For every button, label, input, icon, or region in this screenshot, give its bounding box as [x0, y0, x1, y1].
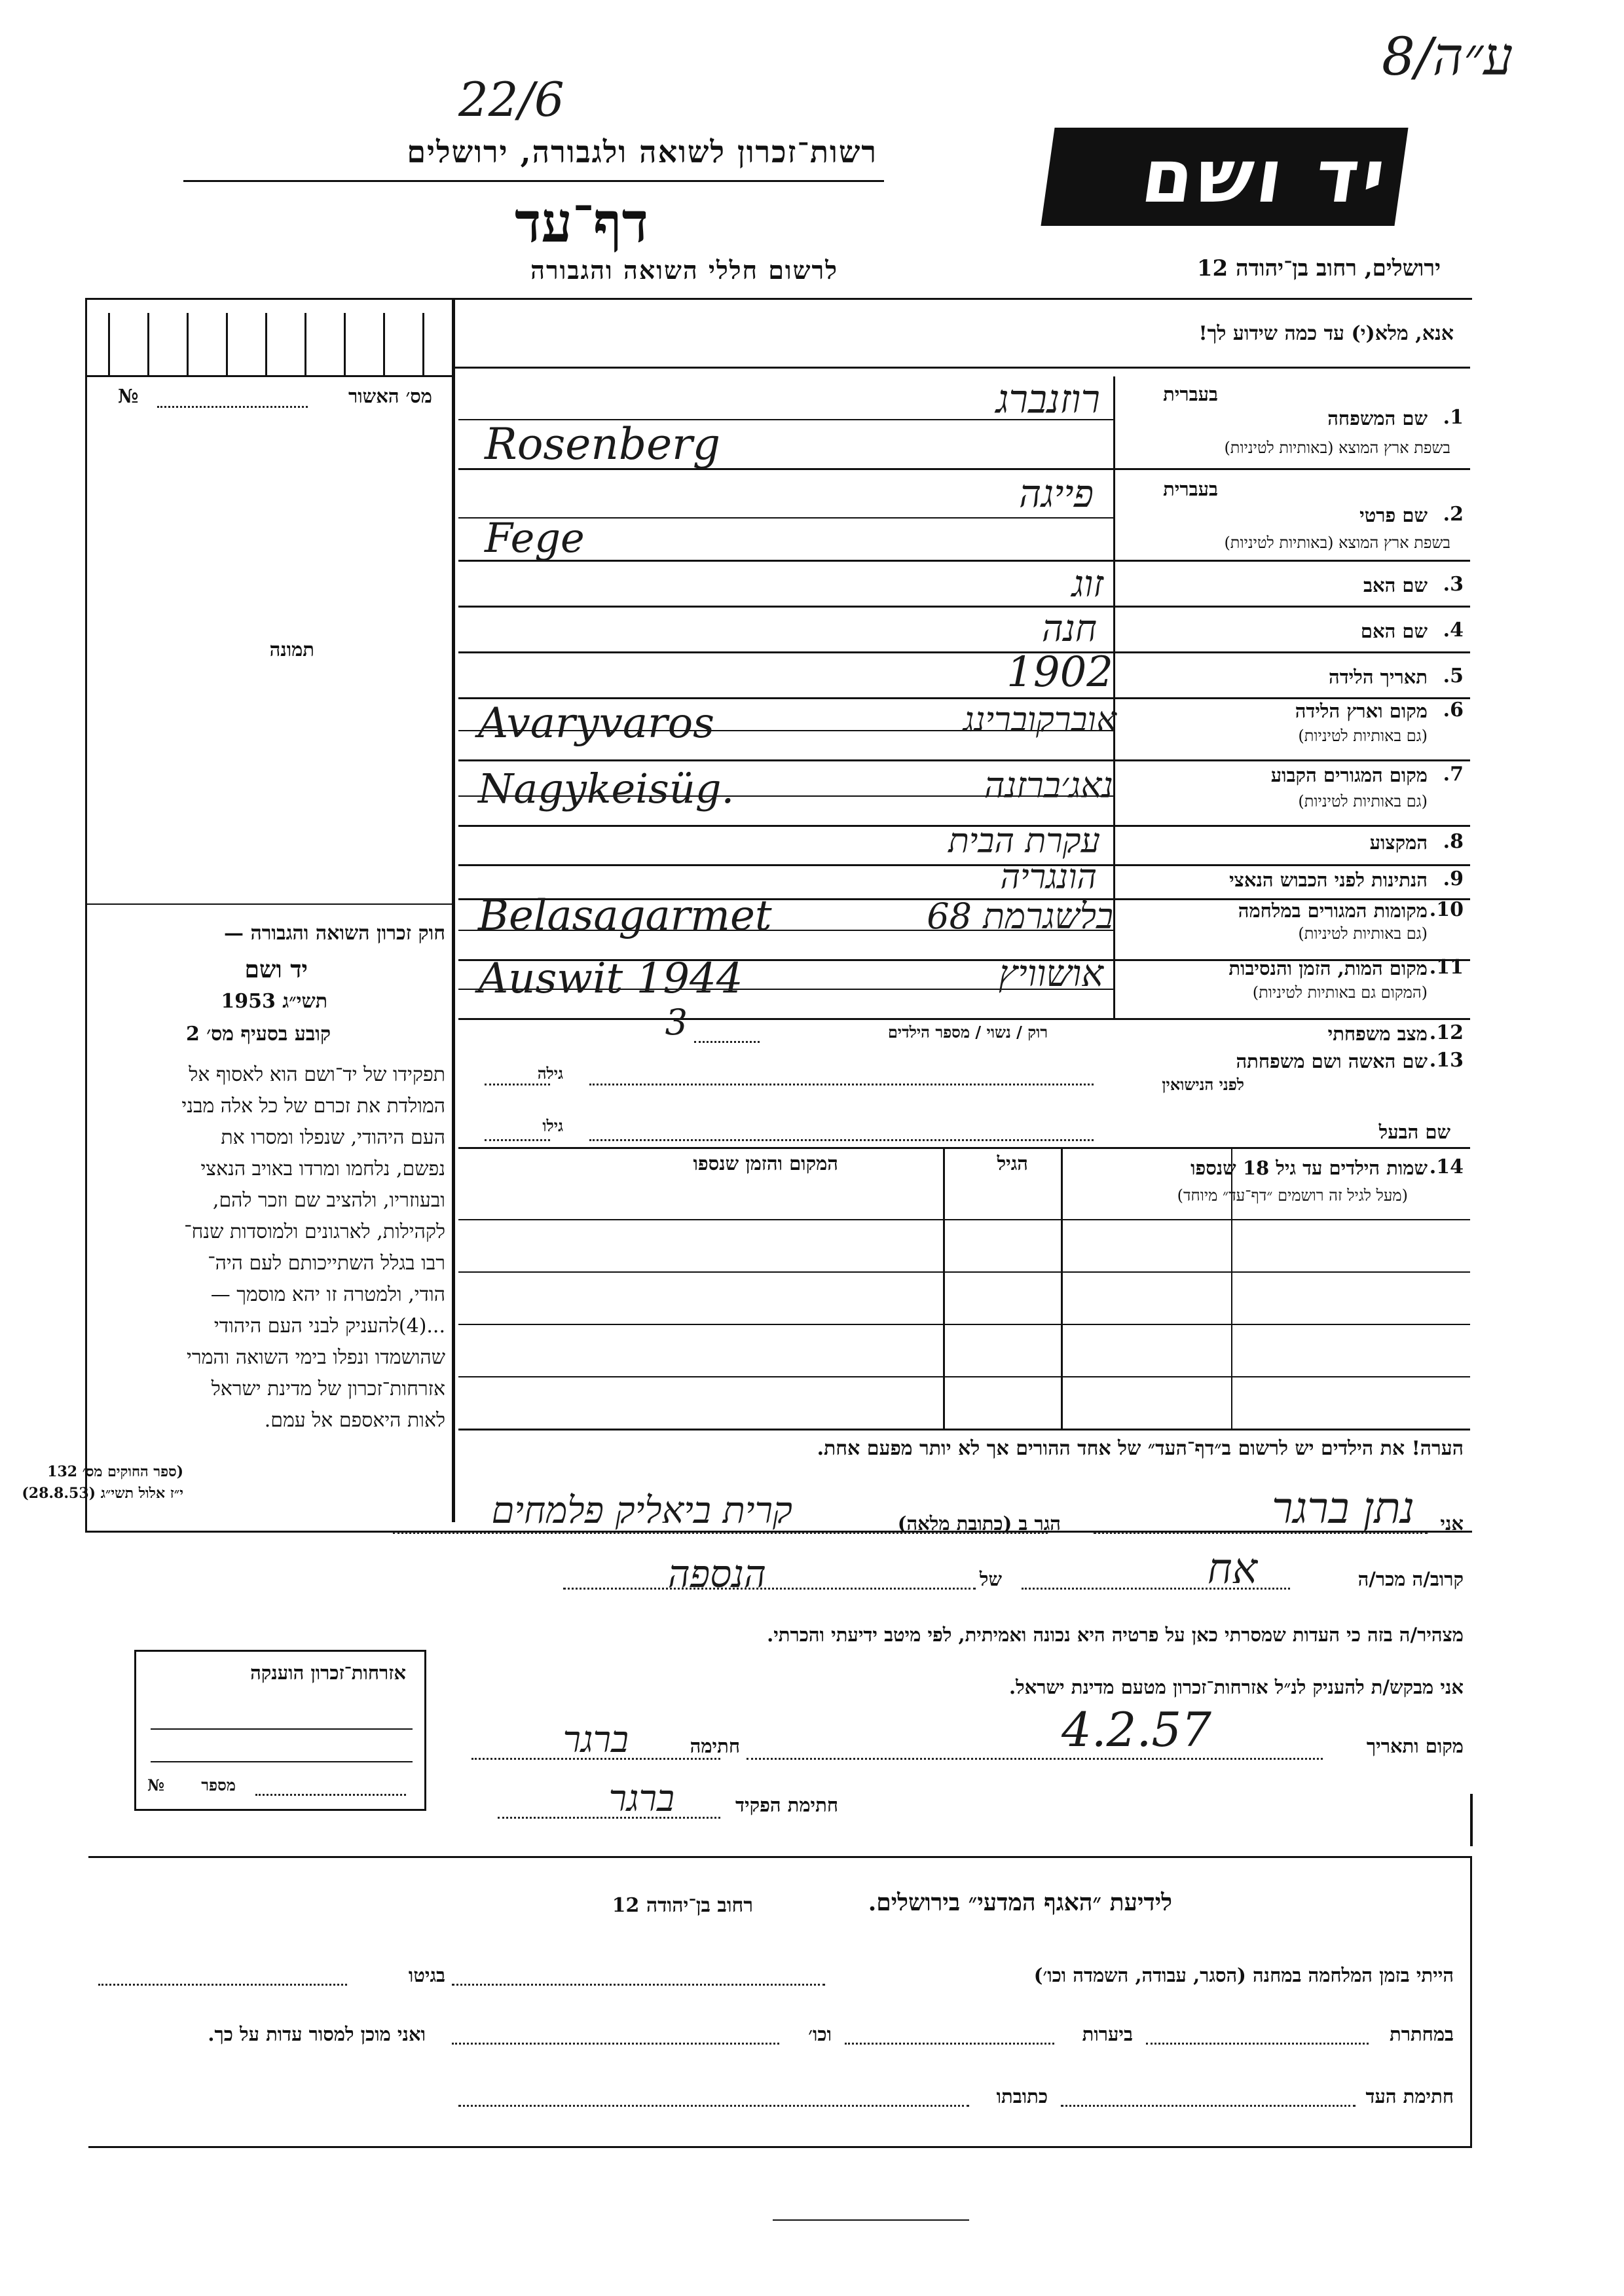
witness-address[interactable]: קרית ביאליק פלמחים [491, 1489, 792, 1532]
field-10-sub: (גם באותיות לטיניות) [1298, 924, 1428, 943]
address: ירושלים, רחוב בן־יהודה 12 [1196, 255, 1441, 282]
field-6-sub: (גם באותיות לטיניות) [1298, 727, 1428, 745]
footer-line2-a: במחתרת [1390, 2023, 1454, 2045]
logo-text: יד ושם [1136, 134, 1395, 219]
footer-underground-input[interactable] [1146, 2043, 1369, 2045]
relation-value[interactable]: אח [1207, 1545, 1257, 1594]
field-11-value-hebrew[interactable]: אושוויץ [998, 953, 1103, 995]
footer-etc-input[interactable] [452, 2043, 779, 2045]
header-underline [183, 180, 884, 182]
date-value[interactable]: 4.2.57 [1061, 1702, 1211, 1757]
field-13-age-label: גילה [537, 1064, 563, 1083]
yad-vashem-logo [1041, 128, 1408, 226]
note: הערה! את הילדים יש לרשום ב״דף־העד״ של אחד ההורים אך לא יותר מפעם אחת. [817, 1437, 1464, 1460]
husband-name-input[interactable] [589, 1139, 1094, 1141]
cert-label: מס׳ האשור [348, 385, 432, 407]
memorial-box-no-sign: № [147, 1776, 165, 1795]
field-9-num: 9. [1443, 867, 1464, 890]
footer-witness-signature-input[interactable] [1061, 2105, 1356, 2107]
law-name: יד ושם [244, 956, 308, 983]
footer-address: רחוב בן־יהודה 12 [612, 1894, 753, 1917]
footer-ghetto-input[interactable] [98, 1984, 347, 1986]
field-5-label: תאריך הלידה [1329, 666, 1428, 688]
field-3-value[interactable]: זוג [1071, 563, 1103, 606]
field-10-num: 10. [1429, 898, 1464, 921]
footer-line3-a: חתימת העד [1365, 2085, 1454, 2107]
field-7-num: 7. [1443, 763, 1464, 786]
field-13-sub: לפני הנישואין [1162, 1075, 1244, 1094]
field-5-value[interactable]: 1902 [1006, 648, 1113, 697]
field-2-label: שם פרטי [1359, 504, 1428, 526]
field-4-label: שם האם [1360, 620, 1428, 642]
field-1-num: 1. [1443, 406, 1464, 429]
field-4-value[interactable]: חנה [1041, 608, 1097, 650]
law-title: חוק זכרון השואה והגבורה — [224, 922, 445, 945]
field-13-num: 13. [1429, 1049, 1464, 1072]
children-col-place: המקום והזמן שנספו [693, 1152, 838, 1175]
field-6-value-latin[interactable]: Avaryvaros [478, 699, 714, 748]
signature-label: חתימה [690, 1735, 740, 1757]
intro-text: אנא, מלא(י) עד כמה שידוע לך! [1198, 322, 1454, 345]
children-sub: (מעל לגיל זה רושמים ״דף־עד״ מיוחד) [1177, 1186, 1408, 1205]
footer-address-input[interactable] [458, 2105, 969, 2107]
husband-label: שם הבעל [1378, 1121, 1450, 1143]
cert-number-field[interactable] [157, 406, 308, 408]
field-8-label: המקצוע [1369, 831, 1428, 854]
law-section: קובע בסעיף מס׳ 2 [185, 1023, 331, 1046]
field-1-value-latin[interactable]: Rosenberg [485, 419, 720, 469]
footer-line1-b: בגיטו [408, 1964, 445, 1986]
field-7-value-latin[interactable]: Nagykeisüg. [478, 765, 735, 812]
of-label: של [979, 1568, 1002, 1590]
memorial-box-title: אזרחות־זכרון הוענקה [250, 1662, 406, 1684]
law-text: תפקידו של יד־ושם הוא לאסוף אל המולדת את זכרם של כל אלה מבני העם היהודי, שנפלו ומסרו את נפשם, נלחמו ומרדו באויב הנאצי ובעוזריו, ולהציב שם וזכר להם, לקהילות, לארגונים ולמוסדות שנח־ רבו בגלל השתייכותם לעם היה־ הודי, ולמטרה זו יהא מוסמך — ...(4)להעניק לבני העם היהודי שהושמדו ונפלו בימי השואה והמרי אזרחות־זכרון של מדינת ישראל לאות היאספם אל עמם. [181, 1063, 445, 1432]
field-4-num: 4. [1443, 619, 1464, 642]
of-value[interactable]: הנספה [667, 1552, 766, 1596]
left-column-border [452, 298, 455, 1522]
footer-title: לידיעת ״האגף המדעי״ בירושלים. [868, 1889, 1172, 1916]
field-2-sub: בשפת ארץ המוצא (באותיות לטיניות) [1224, 534, 1450, 552]
memorial-box-no: מספר [201, 1776, 236, 1795]
law-reference-1: (ספר החוקים מס׳ 132 [47, 1463, 183, 1480]
form-subtitle: לרשום חללי השואה והגבורה [530, 255, 838, 285]
husband-age-label: גילו [542, 1116, 563, 1135]
field-13-age-input[interactable] [485, 1084, 550, 1085]
field-12-options: רוק / נשוי / מספר הילדים [887, 1023, 1048, 1042]
field-11-label: מקום המות, הזמן והנסיבות [1228, 957, 1428, 979]
field-12-children-count[interactable]: 3 [665, 1002, 688, 1043]
declaration: מצהיר/ה בזה כי העדות שמסרתי כאן על פרטיה היא נכונה ואמיתית, לפי מיטב ידיעתי והכרתי. [767, 1624, 1464, 1646]
law-year: תשי״ג 1953 [221, 990, 327, 1013]
husband-age-input[interactable] [485, 1139, 550, 1141]
field-13-wife-input[interactable] [589, 1084, 1094, 1085]
field-11-num: 11. [1429, 956, 1464, 979]
form-title: דף־עד [514, 190, 648, 255]
field-7-label: מקום המגורים הקבוע [1270, 764, 1428, 786]
field-14-num: 14. [1429, 1156, 1464, 1178]
handwritten-code: 22/6 [458, 72, 564, 127]
field-1-sub: בשפת ארץ המוצא (באותיות לטיניות) [1224, 439, 1450, 457]
relation-label: קרוב/ה מכר/ה [1357, 1568, 1464, 1590]
field-9-label: הנתינות לפני הכבוש הנאצי [1229, 869, 1428, 891]
footer-forests-input[interactable] [845, 2043, 1054, 2045]
place-date-label: מקום ותאריך [1366, 1735, 1464, 1757]
field-11-sub: (המקום גם באותיות לטיניות) [1252, 983, 1428, 1002]
field-7-sub: (גם באותיות לטיניות) [1298, 792, 1428, 811]
witness-name[interactable]: נתן ברגר [1272, 1483, 1414, 1533]
field-2-value-hebrew[interactable]: פייגה [1019, 471, 1094, 516]
children-header: שמות הילדים עד גיל 18 שנספו [1190, 1157, 1428, 1179]
field-6-num: 6. [1443, 699, 1464, 721]
officer-signature[interactable]: ברגר [608, 1777, 674, 1820]
field-13-label: שם האשה ושם משפחתה [1236, 1050, 1428, 1072]
tick-row [88, 313, 449, 375]
footer-line2-c: וכו׳ [808, 2023, 832, 2045]
field-6-value-hebrew[interactable]: אוברקוברינג [963, 701, 1116, 740]
field-2-lang: בעברית [1163, 478, 1218, 500]
footer-line2-d: ואני מוכן למסור עדות על כך. [208, 2023, 426, 2045]
request: אני מבקש/ת להעניק לנ״ל אזרחות־זכרון מטעם מדינת ישראל. [1009, 1676, 1464, 1698]
footer-camp-input[interactable] [452, 1984, 825, 1986]
field-7-value-hebrew[interactable]: נאג׳ברזנה [984, 765, 1113, 806]
cert-no-sign: № [118, 385, 139, 407]
signature-value[interactable]: ברגר [563, 1719, 629, 1761]
field-3-num: 3. [1443, 573, 1464, 596]
field-12-num: 12. [1429, 1021, 1464, 1044]
law-reference-2: י״ז אלול תשי״ג (28.8.53) [22, 1485, 183, 1502]
field-11-value-latin[interactable]: Auswit 1944 [478, 955, 743, 1003]
field-1-value-hebrew[interactable]: רוזנברג [995, 376, 1100, 422]
children-col-age: הגיל [997, 1152, 1028, 1175]
field-5-num: 5. [1443, 665, 1464, 687]
footer-line2-b: ביערות [1082, 2023, 1133, 2045]
field-12-label: מצב משפחתי [1327, 1023, 1428, 1045]
field-9-value[interactable]: הונגריה [1000, 858, 1097, 897]
field-10-label: מקומות המגורים במלחמה [1238, 900, 1428, 922]
bottom-rule [773, 2219, 969, 2221]
field-10-value-hebrew[interactable]: בלשגרמת 68 [927, 896, 1113, 937]
field-3-label: שם האב [1363, 574, 1428, 596]
witness-ani: אני [1440, 1512, 1464, 1535]
field-2-value-latin[interactable]: Fege [485, 514, 585, 562]
field-1-lang: בעברית [1163, 383, 1218, 405]
field-8-num: 8. [1443, 830, 1464, 853]
witness-resides-label: הגר ב (כתובת מלאה) [897, 1512, 1061, 1535]
footer-line1-a: הייתי בזמן המלחמה במחנה (הסגר, עבודה, השמדה וכו׳) [1033, 1964, 1454, 1986]
authority-line: רשות־זכרון לשואה ולגבורה, ירושלים [407, 134, 877, 170]
field-1-label: שם המשפחה [1327, 407, 1428, 429]
field-8-value[interactable]: עקרת הבית [948, 822, 1100, 861]
field-6-label: מקום וארץ הלידה [1295, 700, 1428, 722]
field-2-num: 2. [1443, 503, 1464, 526]
corner-mark: 8/ע״ה [1382, 26, 1513, 87]
photo-label: תמונה [269, 638, 314, 661]
officer-signature-label: חתימת הפקיד [735, 1794, 838, 1816]
field-10-value-latin[interactable]: Belasagarmet [478, 892, 772, 940]
footer-line3-b: כתובתו [996, 2085, 1048, 2107]
